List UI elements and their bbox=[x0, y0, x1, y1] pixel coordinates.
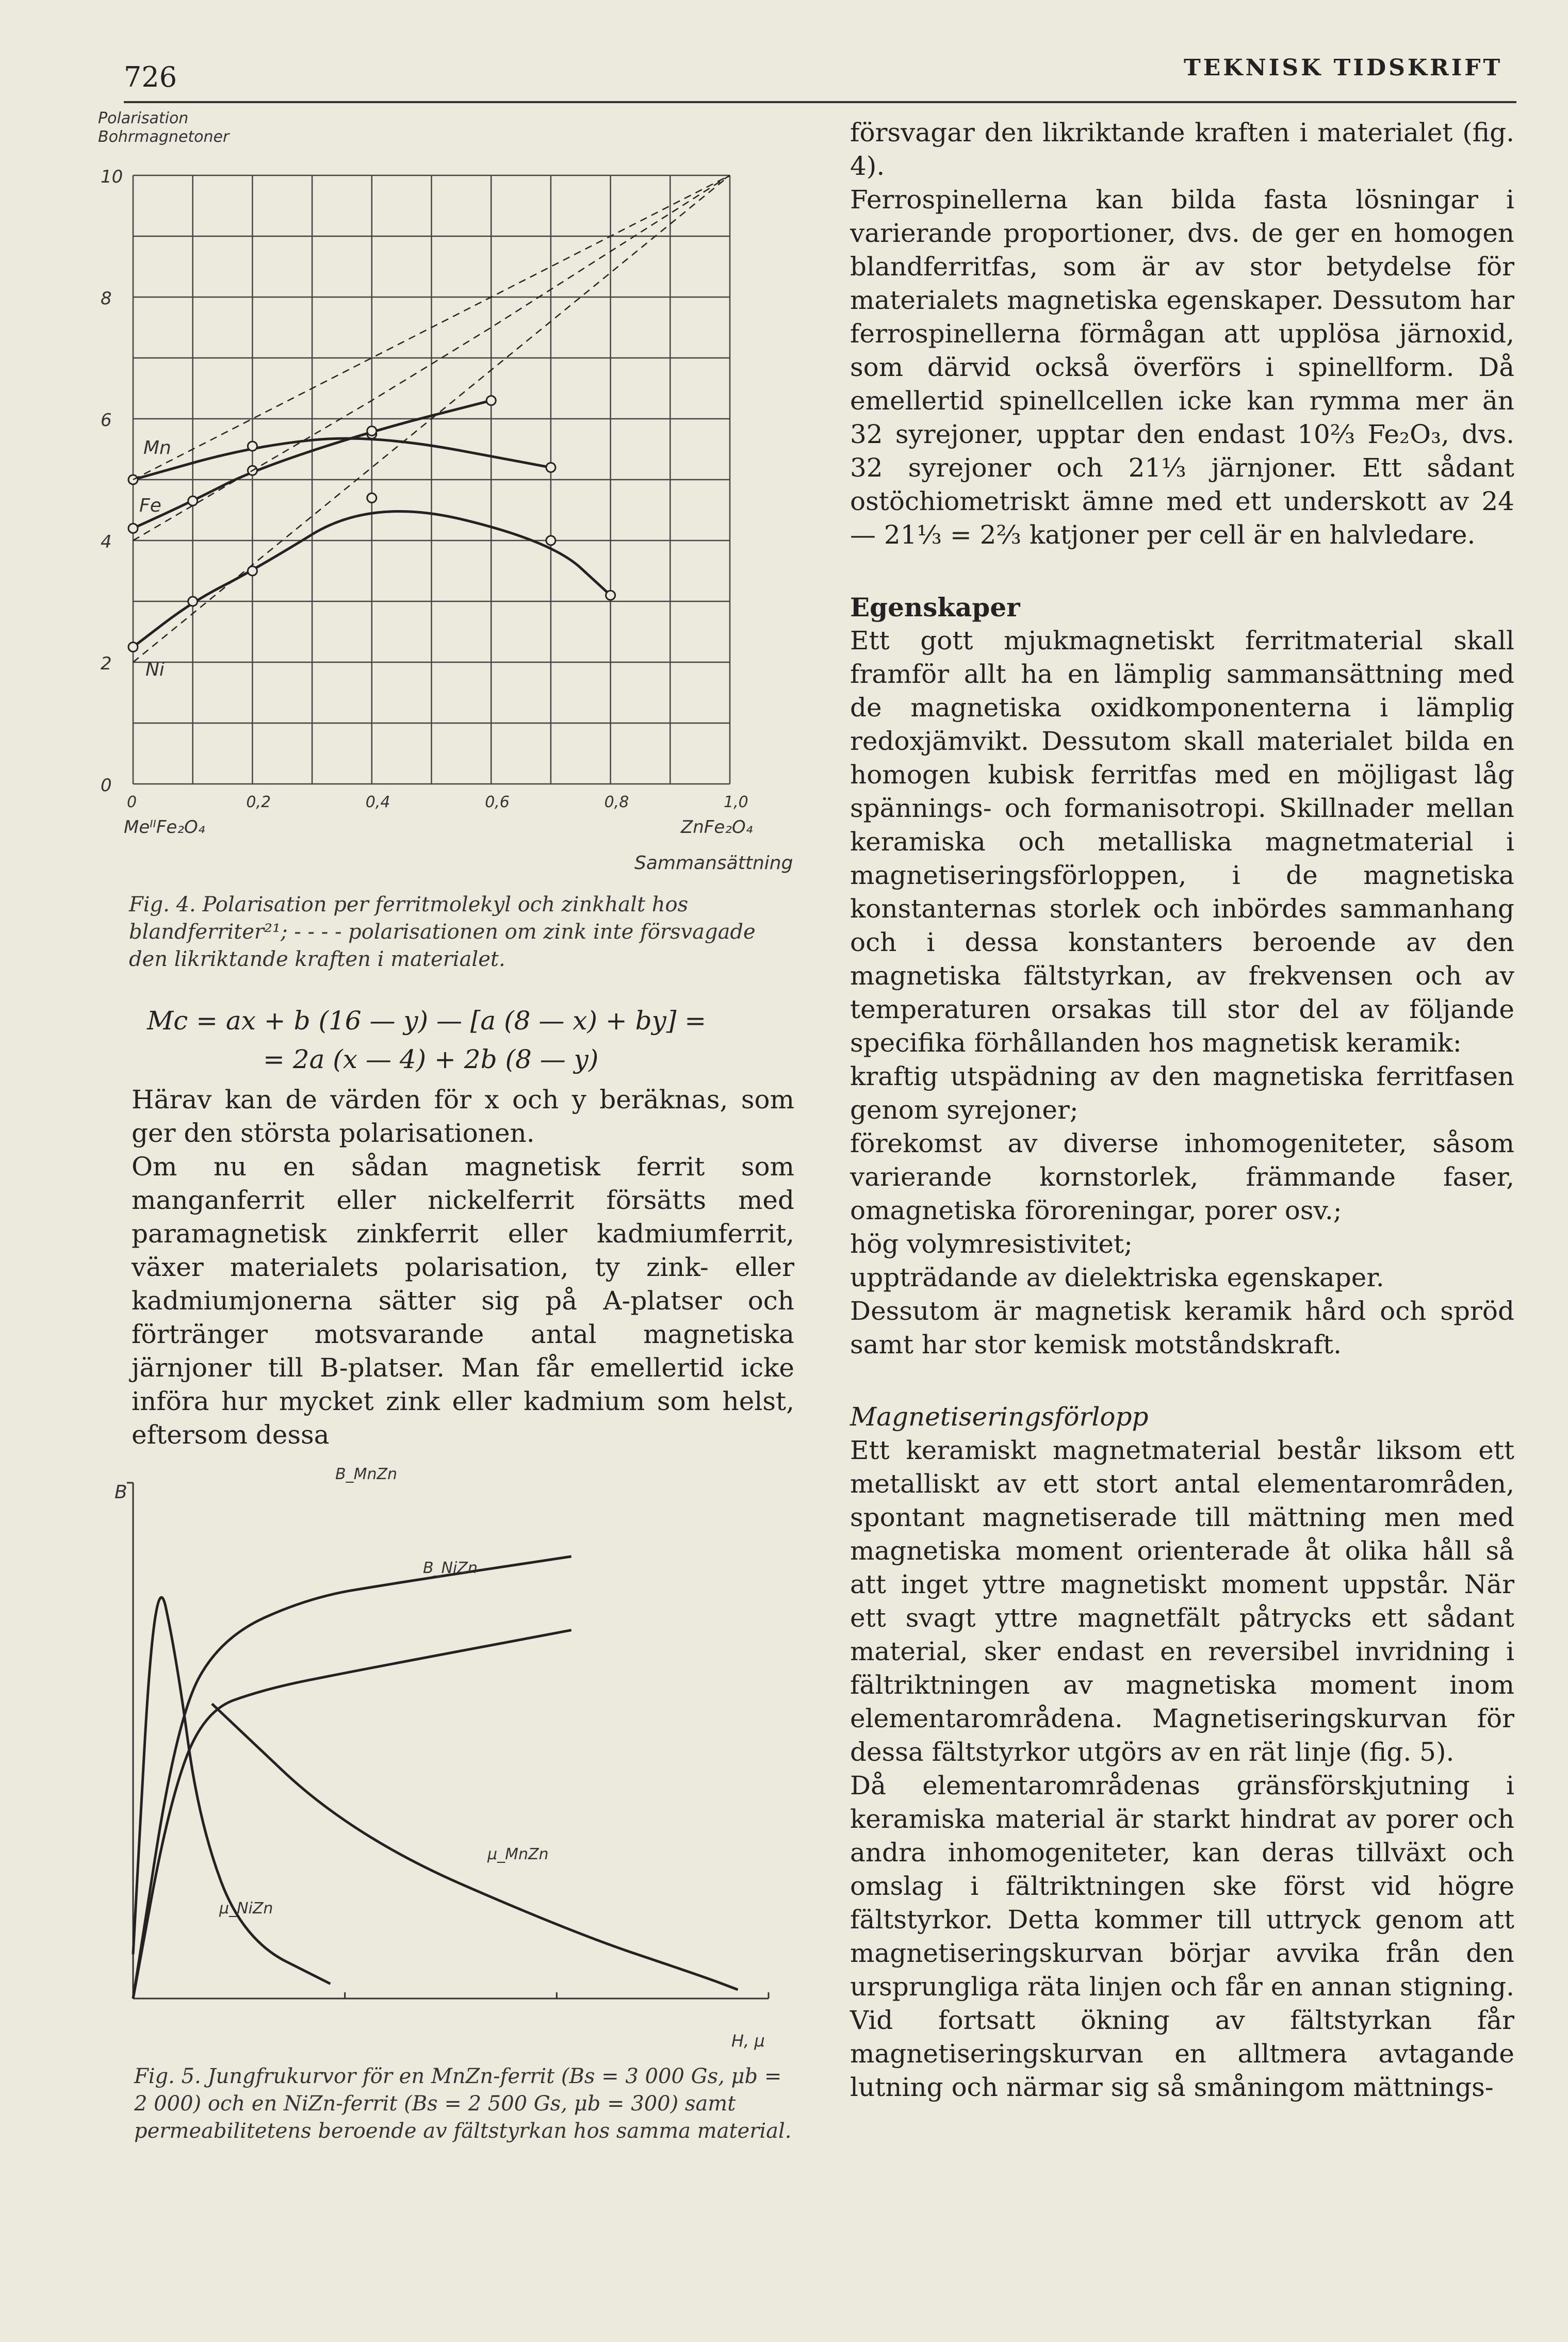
fig5-series-b-nizn bbox=[133, 1630, 571, 1999]
property-list-item: kraftig utspädning av den magnetiska ferritfasen genom syrejoner; bbox=[850, 1061, 1514, 1125]
fig4-ytick-label: 6 bbox=[101, 410, 112, 431]
fig5-caption: Fig. 5. Jungfrukurvor för en MnZn-ferrit (Bs = 3 000 Gs, μb = 2 000) och en NiZn-ferrit (Bs = 2 500 Gs, μb = 300) samt permeabilitetens beroende av fältstyrkan hos samma material. bbox=[134, 2065, 792, 2143]
fig4-x-left-label: MeᴵᴵFe₂O₄ bbox=[124, 817, 205, 838]
fig5-label-b-mnzn: B_MnZn bbox=[335, 1465, 398, 1483]
fig4-x-right-label: ZnFe₂O₄ bbox=[681, 817, 753, 838]
heading-magnetiseringsforlopp: Magnetiseringsförlopp bbox=[850, 1402, 1149, 1432]
fig5-series-b-mnzn bbox=[133, 1557, 571, 1999]
fig4-curve-label-ni: Ni bbox=[145, 659, 165, 680]
right-paragraph-5: Ett keramiskt magnetmaterial består liksom ett metalliskt av ett stort antal elementarområden, spontant magnetiserade till mättning men med magnetiska moment orienterade åt olika håll så att inget yttre magnetiskt moment uppstår. När ett svagt yttre magnetfält påtrycks ett sådant material, sker endast en reversibel invridning i fältriktningen av magnetiska moment inom elementarområdena. Magnetiseringskurvan för dessa fältstyrkor utgörs av en rät linje (fig. 5). bbox=[850, 1435, 1514, 1767]
fig4-ytick-label: 0 bbox=[101, 775, 112, 796]
fig4-xtick-label: 0,6 bbox=[485, 793, 510, 811]
fig4-caption: Fig. 4. Polarisation per ferritmolekyl och zinkhalt hos blandferriter²¹; - - - - polarisationen om zink inte försvagade den likriktande kraften i materialet. bbox=[129, 893, 756, 971]
page-number: 726 bbox=[124, 61, 177, 93]
fig5-label-b-nizn: B_NiZn bbox=[423, 1559, 478, 1577]
equation-line1: Mc = ax + b (16 — y) — [a (8 — x) + by] = bbox=[147, 1006, 707, 1036]
right-paragraph-3: Ett gott mjukmagnetiskt ferritmaterial skall framför allt ha en lämplig sammansättning med de magnetiska oxidkomponenterna i lämplig redoxjämvikt. Dessutom skall materialet bilda en homogen kubisk ferritfas med en möjligast låg spännings- och formanisotropi. Skillnader mellan keramiska och metalliska magnetmaterial i magnetiseringsförloppen, i de magnetiska konstanternas storlek och inbördes sammanhang och i dessa konstanters beroende av den magnetiska fältstyrkan, av frekvensen och av temperaturen orsakas till stor del av följande specifika förhållanden hos magnetisk keramik: bbox=[850, 626, 1514, 1058]
fig4-ytick-label: 10 bbox=[101, 167, 123, 187]
fig5-curves bbox=[133, 1557, 738, 1999]
heading-egenskaper: Egenskaper bbox=[850, 592, 1020, 623]
right-paragraph-6: Då elementarområdenas gränsförskjutning i keramiska material är starkt hindrat av porer och andra inhomogeniteter, kan deras tillväxt och omslag i fältriktningen ske först vid högre fältstyrkor. Detta kommer till uttryck genom att magnetiseringskurvan börjar avvika från den ursprungliga räta linjen och får en annan stigning. Vid fortsatt ökning av fältstyrkan får magnetiseringskurvan en alltmera avtagande lutning och närmar sig så småningom mättnings- bbox=[850, 1771, 1514, 2102]
fig4-curve-label-mn: Mn bbox=[143, 437, 171, 458]
fig5-series-mu-mnzn bbox=[212, 1704, 738, 1990]
fig4-x-title: Sammansättning bbox=[634, 853, 793, 874]
left-paragraph-2: Om nu en sådan magnetisk ferrit som manganferrit eller nickelferrit försätts med paramagnetisk zinkferrit eller kadmiumferrit, växer materialets polarisation, ty zink- eller kadmiumjonerna sätter sig på A-platser och förtränger motsvarande antal magnetiska järnjoner till B-platser. Man får emellertid icke införa hur mycket zink eller kadmium som helst, eftersom dessa bbox=[132, 1152, 794, 1450]
property-list-item: förekomst av diverse inhomogeniteter, såsom varierande kornstorlek, främmande faser, omagnetiska föroreningar, porer osv.; bbox=[850, 1128, 1514, 1225]
fig4-curve-label-fe: Fe bbox=[139, 495, 161, 516]
fig5-h-axis-label: H, μ bbox=[731, 2031, 765, 2051]
fig4-ytick-label: 8 bbox=[101, 288, 112, 309]
fig4-xtick-label: 0 bbox=[127, 793, 137, 811]
fig4-xtick-label: 0,8 bbox=[604, 793, 629, 811]
fig4-ytick-label: 4 bbox=[101, 532, 112, 552]
property-list-item: hög volymresistivitet; bbox=[850, 1229, 1133, 1259]
fig5-series-mu-nizn bbox=[133, 1597, 330, 1984]
right-paragraph-4: Dessutom är magnetisk keramik hård och spröd samt har stor kemisk motståndskraft. bbox=[850, 1296, 1514, 1360]
right-paragraph-1: försvagar den likriktande kraften i materialet (fig. 4). bbox=[850, 118, 1514, 181]
fig4-y-title-line1: Polarisation bbox=[98, 109, 189, 127]
right-paragraph-2: Ferrospinellerna kan bilda fasta lösningar i varierande proportioner, dvs. de ger en homogen blandferritfas, som är av stor betydelse för materialets magnetiska egenskaper. Dessutom har ferrospinellerna förmågan att upplösa järnoxid, som därvid också överförs i spinellform. Då emellertid spinellcellen icke kan rymma mer än 32 syrejoner, upptar den endast 10⅔ Fe₂O₃, dvs. 32 syrejoner och 21⅓ järnjoner. Ett sådant ostöchiometriskt ämne med ett underskott av 24 — 21⅓ = 2⅔ katjoner per cell är en halvledare. bbox=[850, 185, 1514, 550]
fig5-label-mu-mnzn: μ_MnZn bbox=[487, 1845, 549, 1863]
property-list-item: uppträdande av dielektriska egenskaper. bbox=[850, 1263, 1384, 1292]
fig5-b-axis-label: B bbox=[115, 1482, 127, 1503]
journal-title: TEKNISK TIDSKRIFT bbox=[1184, 55, 1503, 81]
fig4-xtick-label: 0,2 bbox=[246, 793, 271, 811]
left-paragraph-1: Härav kan de värden för x och y beräknas, som ger den största polarisationen. bbox=[132, 1085, 794, 1148]
fig5-label-mu-nizn: μ_NiZn bbox=[219, 1899, 273, 1918]
right-column-text bbox=[850, 116, 1514, 2104]
fig4-y-title-line2: Bohrmagnetoner bbox=[98, 128, 230, 146]
fig4-xtick-label: 0,4 bbox=[365, 793, 390, 811]
fig4-xtick-label: 1,0 bbox=[724, 793, 748, 811]
equation-line2: = 2a (x — 4) + 2b (8 — y) bbox=[263, 1044, 599, 1074]
fig4-ytick-label: 2 bbox=[101, 653, 112, 674]
